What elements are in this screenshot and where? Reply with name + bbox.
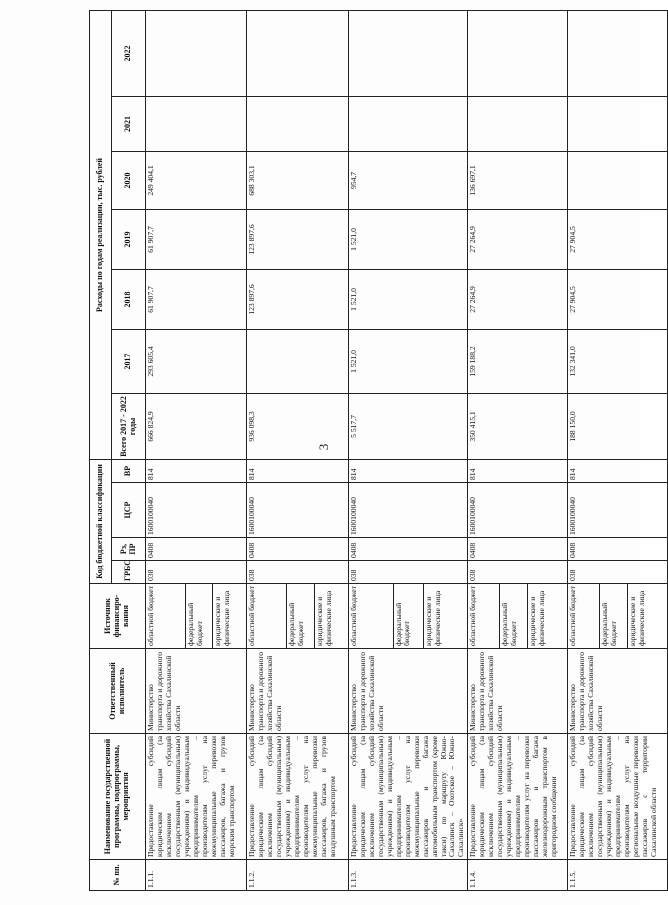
row-source: федеральный бюджет — [186, 584, 213, 649]
header-executor: Ответственный исполнитель — [90, 649, 146, 734]
row-value-2021 — [349, 96, 468, 151]
row-total: 188 150,0 — [568, 393, 668, 459]
row-source: юридические и физические лица — [213, 584, 247, 649]
header-year: 2022 — [112, 10, 146, 96]
row-value-2017: 132 341,0 — [568, 329, 668, 393]
row-value-2018: 61 907,7 — [146, 269, 247, 329]
row-value-2018: 27 264,9 — [468, 269, 568, 329]
row-name: Предоставление субсидий юридическим лицам (за исключением субсидий государственным (муниципальным) учреждениям) и индивидуальным предпринимателям – производителям услуг на межмуниципальные перевозки пассажиров и багажа автомобильным транспортом (кроме такси) по маршруту Южно-Сахалинск – Охотское – Южно-Сахалинск» — [349, 734, 468, 860]
row-value-2021 — [247, 96, 349, 151]
row-value-2021 — [468, 96, 568, 151]
header-budget-code: Код бюджетной классификации — [90, 459, 112, 583]
row-number: 1.1.5. — [568, 860, 668, 891]
row-value-2017: 1 521,0 — [349, 329, 468, 393]
row-executor: Министерство транспорта и дорожного хозяйства Сахалинской области — [349, 649, 468, 734]
row-csr: 1600100040 — [568, 483, 668, 538]
row-csr: 1600100040 — [146, 483, 247, 538]
row-vr: 814 — [146, 459, 247, 482]
table-body — [146, 10, 668, 890]
row-name: Предоставление субсидий юридическим лицам (за исключением субсидий государственным (муниципальным) учреждениям) и индивидуальным предпринимателям – производителям услуг на межмуниципальные перевозки пассажиров, багажа и грузов морским транспортом — [146, 734, 247, 860]
row-value-2018: 1 521,0 — [349, 269, 468, 329]
row-value-2022 — [568, 10, 668, 96]
row-source: федеральный бюджет — [600, 584, 628, 649]
row-number: 1.1.2. — [247, 860, 349, 891]
row-value-2017: 293 605,4 — [146, 329, 247, 393]
header-csr: ЦСР — [112, 483, 146, 538]
row-grbs: 038 — [468, 561, 568, 584]
row-value-2021 — [568, 96, 668, 151]
row-csr: 1600100040 — [468, 483, 568, 538]
table-row — [349, 10, 394, 890]
row-value-2019: 61 907,7 — [146, 209, 247, 269]
row-source: областной бюджет — [468, 584, 500, 649]
row-rz-pr: 0408 — [146, 538, 247, 561]
row-value-2020: 688 303,1 — [247, 151, 349, 209]
table-header — [90, 10, 146, 890]
row-value-2019: 123 897,6 — [247, 209, 349, 269]
row-source: федеральный бюджет — [393, 584, 423, 649]
row-value-2021 — [146, 96, 247, 151]
row-value-2017 — [247, 329, 349, 393]
row-executor: Министерство транспорта и дорожного хозяйства Сахалинской области — [468, 649, 568, 734]
row-value-2022 — [349, 10, 468, 96]
row-name: Предоставление субсидий юридическим лицам (за исключением субсидий государственным (муниципальным) учреждениям) и индивидуальным предпринимателям – производителям услуг на перевозки пассажиров и багажа железнодорожным транспортом в пригородном сообщении — [468, 734, 568, 860]
row-value-2019: 1 521,0 — [349, 209, 468, 269]
header-total: Всего 2017 - 2022 годы — [112, 393, 146, 459]
row-source: юридические и физические лица — [423, 584, 468, 649]
row-value-2020: 954,7 — [349, 151, 468, 209]
row-source: областной бюджет — [349, 584, 394, 649]
row-executor: Министерство транспорта и дорожного хозяйства Сахалинской области — [146, 649, 247, 734]
row-vr: 814 — [568, 459, 668, 482]
row-total: 5 517,7 — [349, 393, 468, 459]
row-source: федеральный бюджет — [287, 584, 315, 649]
row-total: 666 824,9 — [146, 393, 247, 459]
row-value-2017: 159 188,2 — [468, 329, 568, 393]
row-total: 936 098,3 — [247, 393, 349, 459]
row-vr: 814 — [247, 459, 349, 482]
header-num: № пп. — [90, 860, 146, 891]
table-row — [146, 10, 186, 890]
row-executor: Министерство транспорта и дорожного хозяйства Сахалинской области — [247, 649, 349, 734]
header-rz-pr: Рз, ПР — [112, 538, 146, 561]
header-source: Источник финансиро-вания — [90, 584, 146, 649]
page-number: 3 — [316, 443, 331, 451]
row-value-2022 — [468, 10, 568, 96]
row-csr: 1600100040 — [349, 483, 468, 538]
header-year: 2019 — [112, 209, 146, 269]
row-value-2020: 136 697,1 — [468, 151, 568, 209]
row-total: 350 415,1 — [468, 393, 568, 459]
budget-table — [89, 10, 668, 891]
row-source: федеральный бюджет — [500, 584, 528, 649]
row-rz-pr: 0408 — [247, 538, 349, 561]
row-name: Предоставление субсидий юридическим лицам (за исключением субсидий государственным (муниципальным) учреждениям) и индивидуальным предпринимателям – производителям услуг на межмуниципальные перевозки пассажиров, багажа и грузов воздушным транспортом — [247, 734, 349, 860]
row-number: 1.1.1. — [146, 860, 247, 891]
header-year: 2017 — [112, 329, 146, 393]
row-value-2022 — [247, 10, 349, 96]
header-expenses: Расходы по годам реализации, тыс. рублей — [90, 10, 112, 459]
row-source: областной бюджет — [146, 584, 186, 649]
table-row — [247, 10, 287, 890]
row-source: областной бюджет — [247, 584, 287, 649]
row-grbs: 038 — [146, 561, 247, 584]
header-grbs: ГРБС — [112, 561, 146, 584]
header-name: Наименование государственной программы, подпрограммы, мероприятия — [90, 734, 146, 860]
row-value-2022 — [146, 10, 247, 96]
row-grbs: 038 — [247, 561, 349, 584]
row-value-2020 — [568, 151, 668, 209]
row-csr: 1600100040 — [247, 483, 349, 538]
row-value-2019: 27 264,9 — [468, 209, 568, 269]
row-value-2020: 249 404,1 — [146, 151, 247, 209]
row-rz-pr: 0408 — [468, 538, 568, 561]
table-row — [468, 10, 500, 890]
row-source: юридические и физические лица — [628, 584, 668, 649]
header-vr: ВР — [112, 459, 146, 482]
row-name: Предоставление субсидий юридическим лицам (за исключением субсидий государственным (муниципальным) учреждениям) и индивидуальным предпринимателям – производителям услуг на региональные воздушные перевозки пассажиров с территории Сахалинской области — [568, 734, 668, 860]
header-year: 2018 — [112, 269, 146, 329]
rotated-table-wrapper — [89, 11, 658, 891]
row-value-2019: 27 904,5 — [568, 209, 668, 269]
row-source: юридические и физические лица — [528, 584, 568, 649]
row-vr: 814 — [468, 459, 568, 482]
row-grbs: 038 — [568, 561, 668, 584]
row-value-2018: 123 897,6 — [247, 269, 349, 329]
row-number: 1.1.3. — [349, 860, 468, 891]
row-number: 1.1.4. — [468, 860, 568, 891]
row-source: юридические и физические лица — [315, 584, 349, 649]
table-row — [568, 10, 600, 890]
row-rz-pr: 0408 — [349, 538, 468, 561]
row-executor: Министерство транспорта и дорожного хозяйства Сахалинской области — [568, 649, 668, 734]
header-year: 2021 — [112, 96, 146, 151]
row-vr: 814 — [349, 459, 468, 482]
row-source: областной бюджет — [568, 584, 600, 649]
row-rz-pr: 0408 — [568, 538, 668, 561]
header-year: 2020 — [112, 151, 146, 209]
row-grbs: 038 — [349, 561, 468, 584]
row-value-2018: 27 904,5 — [568, 269, 668, 329]
